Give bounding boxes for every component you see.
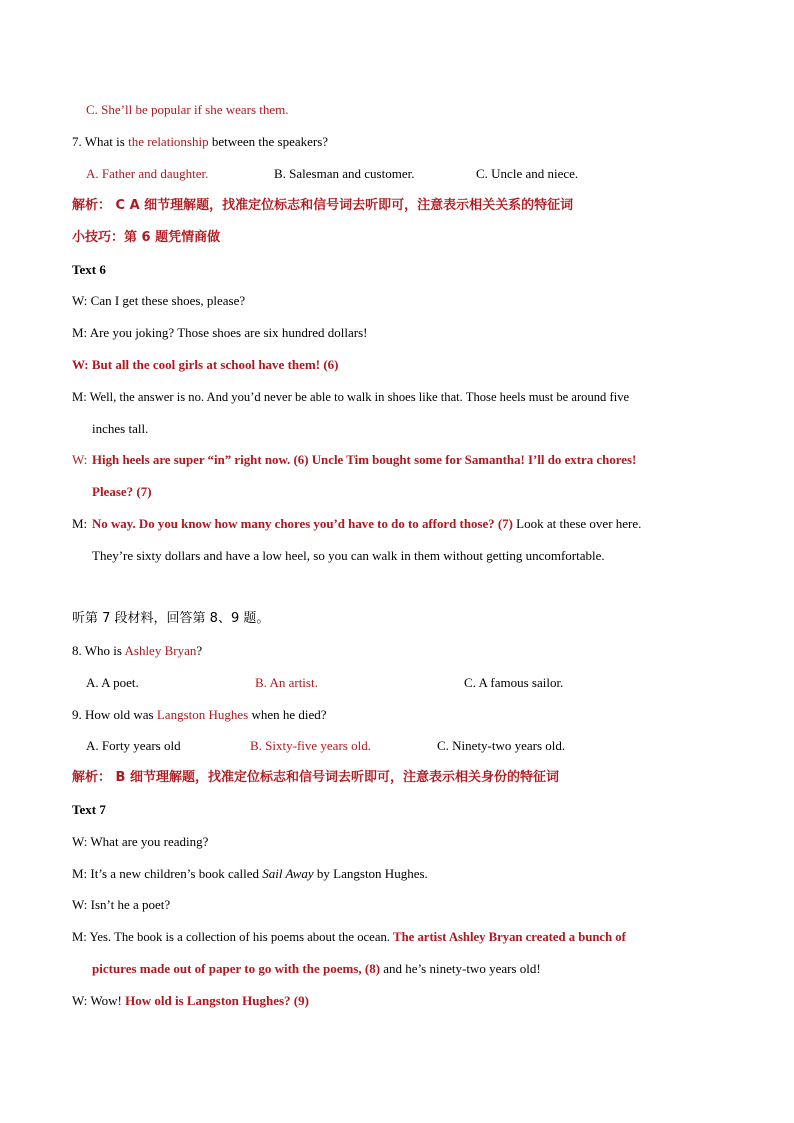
analysis-1: 解析： C A 细节理解题，找准定位标志和信号词去听即可，注意表示相关关系的特征词 <box>72 198 574 213</box>
q8-option-a: A. A poet. <box>86 675 139 690</box>
text7-line-2a: M: It’s a new children’s book called <box>72 866 263 881</box>
text7-line-3: W: Isn’t he a poet? <box>72 897 171 912</box>
q8-option-c: C. A famous sailor. <box>464 675 564 690</box>
q9-option-a: A. Forty years old <box>86 738 181 753</box>
q7-highlight: the relationship <box>128 134 209 149</box>
q7-option-a: A. Father and daughter. <box>86 166 209 181</box>
question-8 <box>72 642 722 660</box>
text7-line-4b-red: pictures made out of paper to go with the poems, (8) <box>92 961 381 976</box>
text6-line-4a: M: Well, the answer is no. And you’d never be able to walk in shoes like that. Those heels must be around five <box>72 390 630 404</box>
text7-line-4b <box>92 960 722 978</box>
text7-line-2b: by Langston Hughes. <box>313 866 428 881</box>
text7-line-4b-black: and he’s ninety-two years old! <box>380 961 541 976</box>
text6-line-5-speaker: W: <box>72 452 88 467</box>
q9-number: 9. How old was <box>72 707 157 722</box>
q9-option-c: C. Ninety-two years old. <box>437 738 566 753</box>
text6-line-6a-black: Look at these over here. <box>512 516 642 531</box>
text7-line-4 <box>72 928 722 946</box>
text6-line-3: W: But all the cool girls at school have them! (6) <box>72 357 339 372</box>
book-title: Sail Away <box>262 866 314 881</box>
text7-line-5-red: How old is Langston Hughes? (9) <box>125 993 309 1008</box>
q8-option-b: B. An artist. <box>255 675 318 690</box>
text7-line-5 <box>72 992 722 1010</box>
text6-line-1: W: Can I get these shoes, please? <box>72 293 246 308</box>
q6-option-c: C. She’ll be popular if she wears them. <box>86 102 289 117</box>
text7-line-4-red: The artist Ashley Bryan created a bunch of <box>393 930 626 944</box>
q9-option-b: B. Sixty-five years old. <box>250 738 371 753</box>
q8-rest: ? <box>196 643 203 658</box>
text6-line-2: M: Are you joking? Those shoes are six hundred dollars! <box>72 325 368 340</box>
text6-line-6a-red: No way. Do you know how many chores you’d have to do to afford those? (7) <box>92 517 513 531</box>
q8-number: 8. Who is <box>72 643 125 658</box>
text7-line-1: W: What are you reading? <box>72 834 209 849</box>
q7-number: 7. What is <box>72 134 129 149</box>
q7-option-c: C. Uncle and niece. <box>476 166 579 181</box>
text6-heading: Text 6 <box>72 262 106 277</box>
question-9 <box>72 706 722 724</box>
q7-option-b: B. Salesman and customer. <box>274 166 415 181</box>
text6-line-5 <box>72 451 722 469</box>
q8-highlight: Ashley Bryan <box>124 643 197 658</box>
text7-line-5-black: W: Wow! <box>72 993 126 1008</box>
tip: 小技巧：第 6 题凭情商做 <box>72 230 221 245</box>
text7-line-2 <box>72 865 722 883</box>
text7-heading: Text 7 <box>72 802 106 817</box>
text6-line-4b: inches tall. <box>92 421 149 436</box>
question-7 <box>72 133 722 151</box>
text6-line-5a: High heels are super “in” right now. (6) Uncle Tim bought some for Samantha! I’ll do extra chores! <box>92 453 637 467</box>
q7-rest: between the speakers? <box>208 134 329 149</box>
q9-highlight: Langston Hughes <box>156 707 249 722</box>
q9-rest: when he died? <box>248 707 327 722</box>
text6-line-6 <box>72 515 722 533</box>
text7-line-4-black: M: Yes. The book is a collection of his poems about the ocean. <box>72 930 394 944</box>
analysis-2: 解析： B 细节理解题，找准定位标志和信号词去听即可，注意表示相关身份的特征词 <box>72 770 559 785</box>
text6-line-5b: Please? (7) <box>92 484 152 499</box>
text6-line-6-speaker: M: <box>72 516 88 531</box>
section-7-instruction: 听第 7 段材料，回答第 8、9 题。 <box>72 611 270 626</box>
text6-line-6b: They’re sixty dollars and have a low heel, so you can walk in them without getting uncomfortable. <box>92 548 605 563</box>
